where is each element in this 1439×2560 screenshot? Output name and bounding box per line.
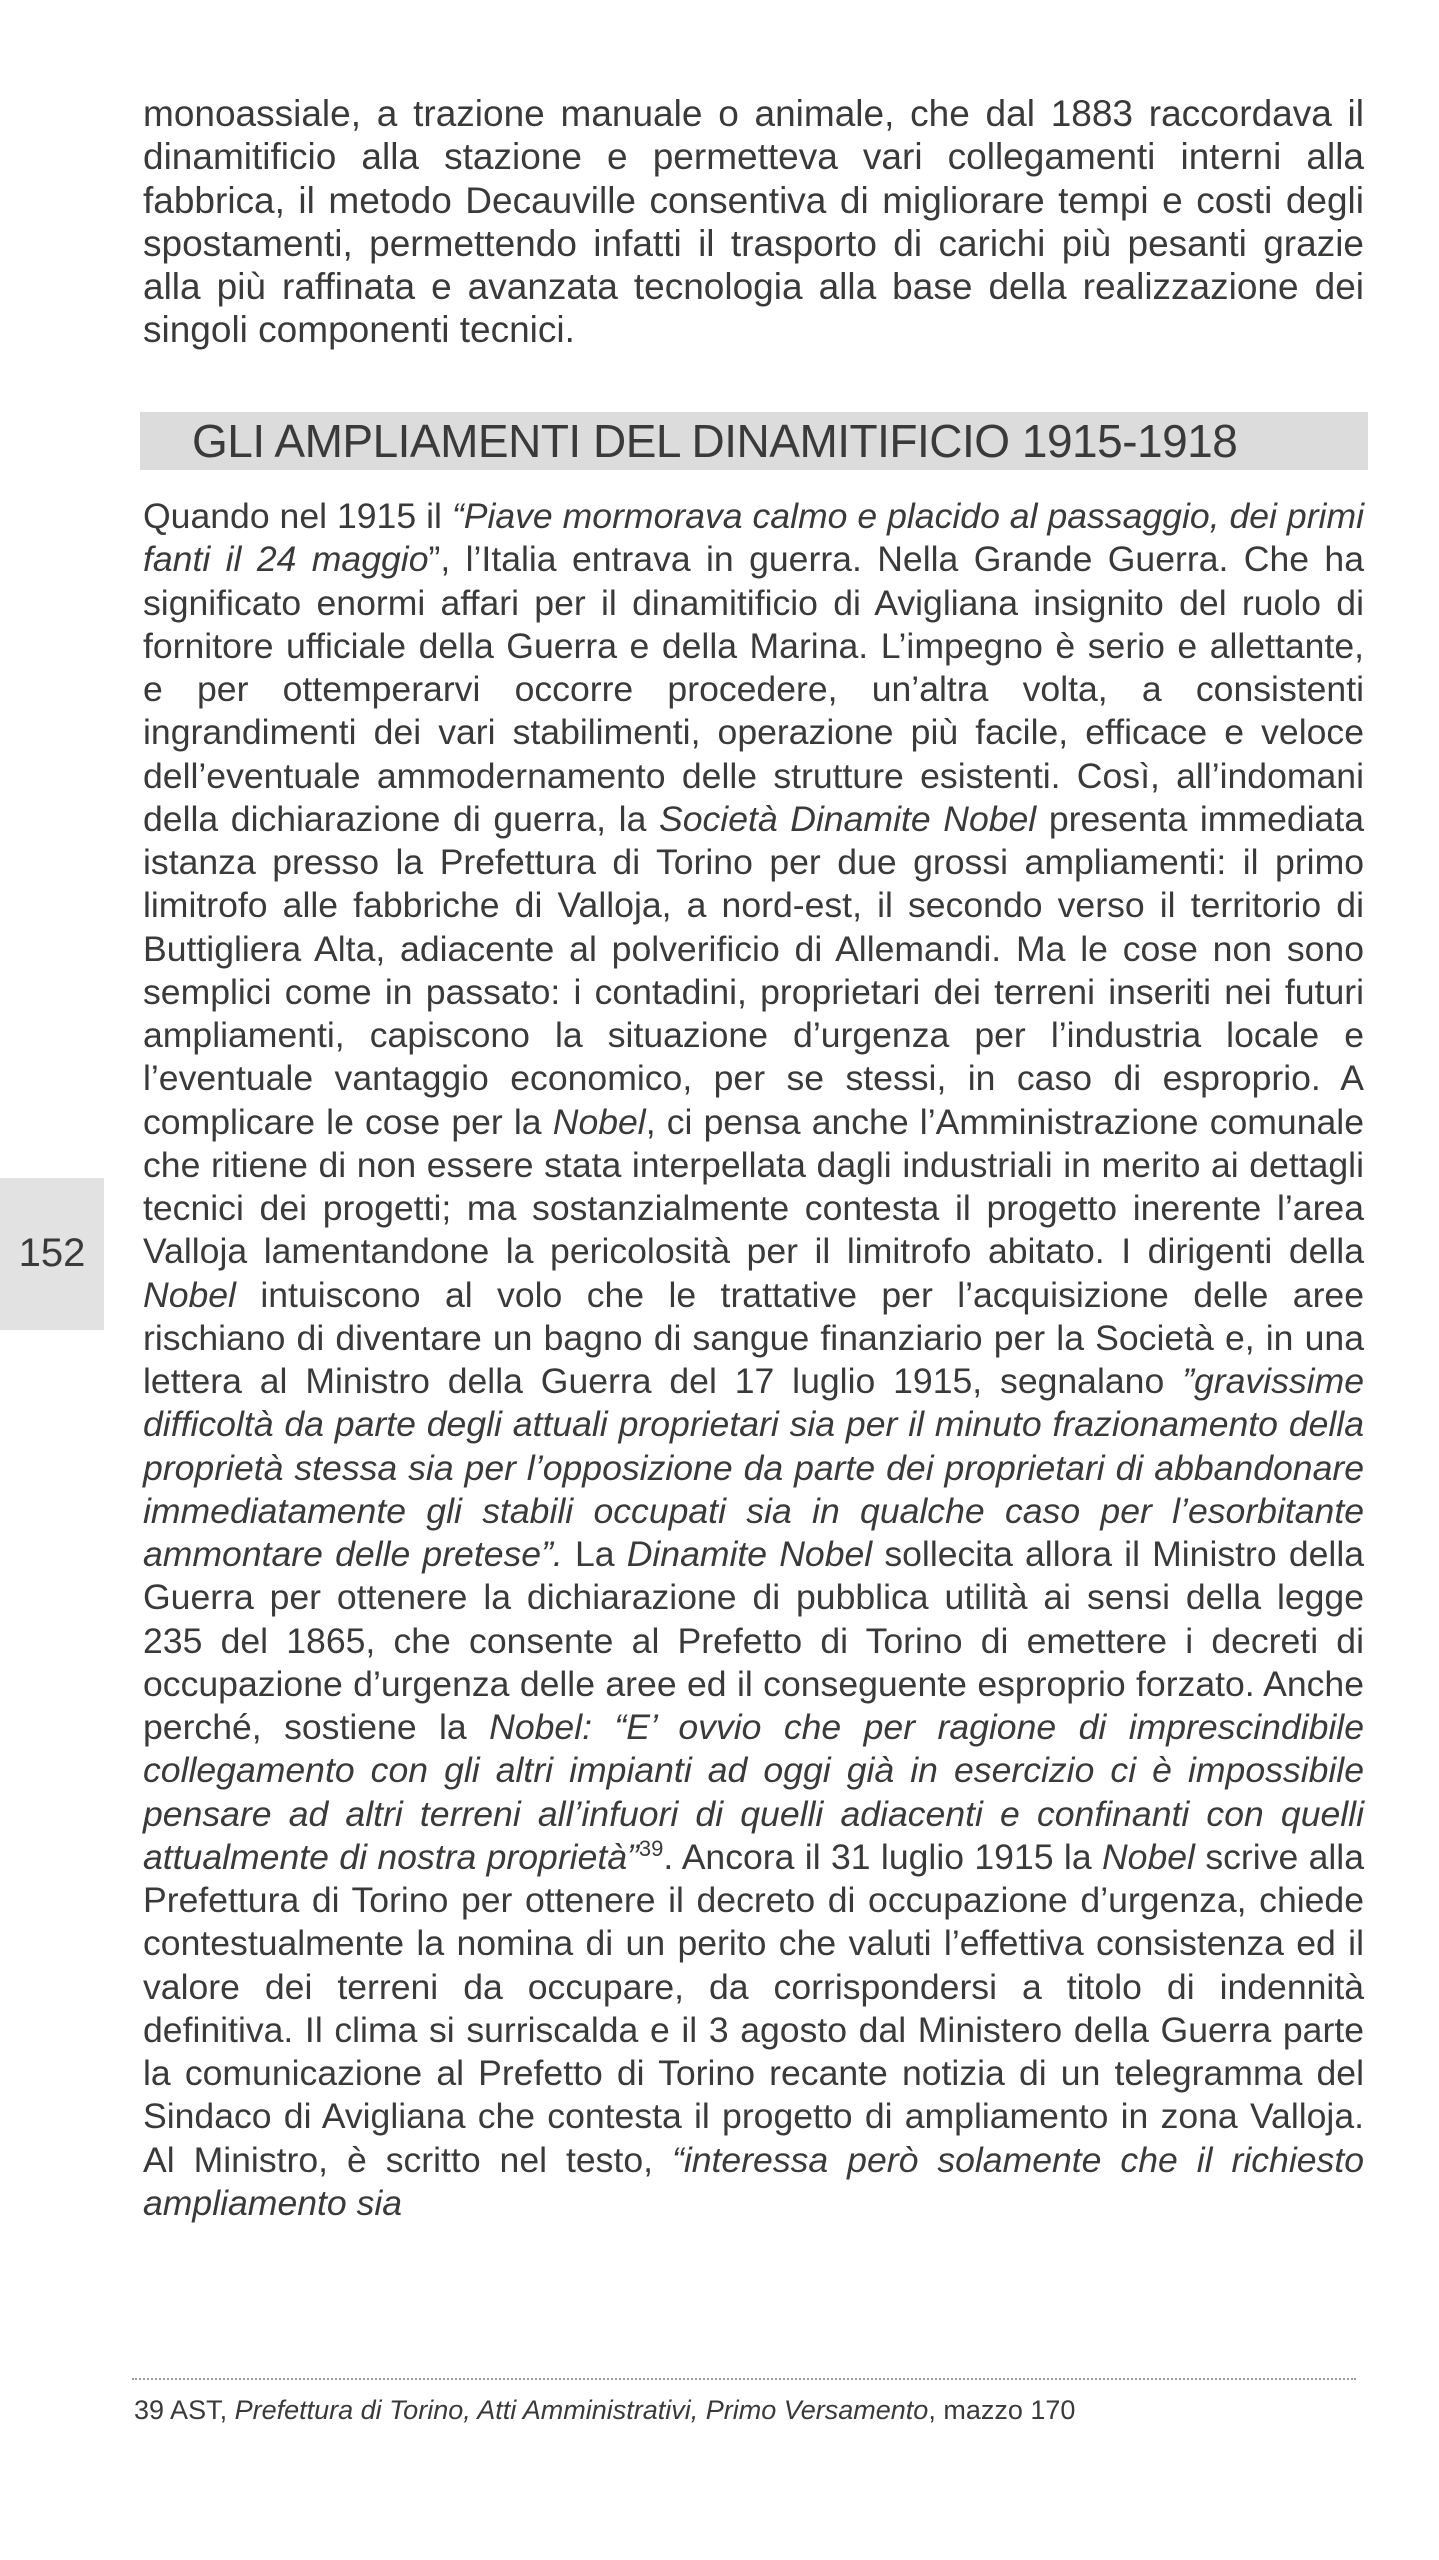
footnote-title: Prefettura di Torino, Atti Amministrativi, Primo Versamento <box>234 2395 929 2425</box>
italic-name: Nobel <box>1101 1836 1195 1877</box>
body-text-run: La <box>562 1534 627 1574</box>
section-heading: GLI AMPLIAMENTI DEL DINAMITIFICIO 1915-1918 <box>140 412 1368 470</box>
italic-name: Dinamite Nobel <box>626 1534 873 1574</box>
italic-quote: ”gravissime difficoltà da parte degli attuali proprietari sia per il minuto frazionamento della proprietà stessa sia per l’opposizione da parte dei proprietari di abbandonare immediatamente gli stabili occupati sia in qualche caso per l’esorbitante ammontare delle pretese”. <box>143 1361 1364 1574</box>
italic-name: Nobel <box>143 1274 236 1315</box>
italic-quote: “interessa però solamente che il richiesto ampliamento sia <box>143 2139 1364 2223</box>
italic-name: Nobel <box>552 1101 646 1142</box>
footnote-reference: 39 <box>638 1835 664 1861</box>
italic-name: Società Dinamite Nobel <box>658 798 1037 839</box>
footnote-number: 39 <box>134 2395 165 2425</box>
body-text-run: . Ancora il 31 luglio 1915 la <box>663 1836 1102 1877</box>
body-paragraph <box>143 495 1364 2225</box>
footnote-source: AST, <box>164 2395 235 2425</box>
body-text-run: intuiscono al volo che le trattative per l’acquisizione delle aree rischiano di diventare un bagno di sangue finanziario per la Società e, in una lettera al Ministro della Guerra del 17 luglio 1915, segnalano <box>143 1274 1364 1401</box>
intro-paragraph: monoassiale, a trazione manuale o animale, che dal 1883 raccordava il dinamitificio alla stazione e permetteva vari collegamenti interni alla fabbrica, il metodo Decauville consentiva di migliorare tempi e costi degli spostamenti, permettendo infatti il trasporto di carichi più pesanti grazie alla più raffinata e avanzata tecnologia alla base della realizzazione dei singoli componenti tecnici. <box>143 93 1364 351</box>
body-text-run: , ci pensa anche l’Amministrazione comunale che ritiene di non essere stata interpellata dagli industriali in merito ai dettagli tecnici dei progetti; ma sostanzialmente contesta il progetto inerente l’area Valloja lamentandone la pericolosità per il limitrofo abitato. I dirigenti della <box>143 1101 1364 1272</box>
footnote-divider <box>132 2378 1356 2380</box>
body-text-run: scrive alla Prefettura di Torino per ottenere il decreto di occupazione d’urgenza, chiede contestualmente la nomina di un perito che valuti l’effettiva consistenza ed il valore dei terreni da occupare, da corrispondersi a titolo di indennità definitiva. Il clima si surriscalda e il 3 agosto dal Ministero della Guerra parte la comunicazione al Prefetto di Torino recante notizia di un telegramma del Sindaco di Avigliana che contesta il progetto di ampliamento in zona Valloja. Al Ministro, è scritto nel testo, <box>143 1836 1364 2180</box>
italic-quote: Nobel: “E’ ovvio che per ragione di imprescindibile collegamento con gli altri impianti ad oggi già in esercizio ci è impossibile pensare ad altri terreni all’infuori di quelli adiacenti e confinanti con quelli attualmente di nostra proprietà” <box>143 1707 1364 1877</box>
footnote <box>134 2392 1075 2428</box>
body-text-run: Quando nel 1915 il <box>143 496 452 536</box>
page-number: 152 <box>18 1231 86 1275</box>
body-text-run: presenta immediata istanza presso la Prefettura di Torino per due grossi ampliamenti: il primo limitrofo alle fabbriche di Valloja, a nord-est, il secondo verso il territorio di Buttigliera Alta, adiacente al polverificio di Allemandi. Ma le cose non sono semplici come in passato: i contadini, proprietari dei terreni inseriti nei futuri ampliamenti, capiscono la situazione d’urgenza per l’industria locale e l’eventuale vantaggio economico, per se stessi, in caso di esproprio. A complicare le cose per la <box>143 798 1365 1142</box>
body-text-run: sollecita allora il Ministro della Guerra per ottenere la dichiarazione di pubblica utilità ai sensi della legge 235 del 1865, che consente al Prefetto di Torino di emettere i decreti di occupazione d’urgenza delle aree ed il conseguente esproprio forzato. Anche perché, sostiene la <box>143 1534 1365 1747</box>
italic-quote: “Piave mormorava calmo e placido al passaggio, dei primi fanti il 24 maggio <box>143 496 1364 580</box>
footnote-detail: , mazzo 170 <box>928 2395 1076 2425</box>
body-text-run: ”, l’Italia entrava in guerra. Nella Grande Guerra. Che ha significato enormi affari per il dinamitificio di Avigliana insignito del ruolo di fornitore ufficiale della Guerra e della Marina. L’impegno è serio e allettante, e per ottemperarvi occorre procedere, un’altra volta, a consistenti ingrandimenti dei vari stabilimenti, operazione più facile, efficace e veloce dell’eventuale ammodernamento delle strutture esistenti. Così, all’indomani della dichiarazione di guerra, la <box>143 539 1364 839</box>
